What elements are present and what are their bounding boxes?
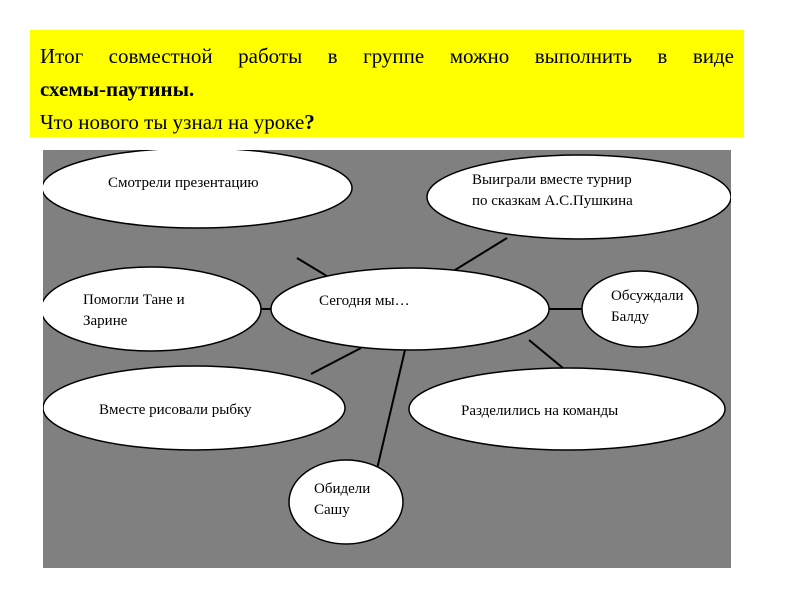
node-discussed-balda: [582, 271, 698, 347]
connector-offended-sasha: [377, 350, 405, 469]
node-split-teams: [409, 368, 725, 450]
node-offended-sasha-label: Сашу: [314, 502, 350, 518]
node-offended-sasha-label: Обидели: [314, 481, 371, 497]
node-helped-tanya-label: Помогли Тане и: [83, 292, 185, 308]
question-mark: ?: [304, 110, 315, 134]
node-offended-sasha: [289, 460, 403, 544]
node-helped-tanya-shape: [43, 267, 261, 351]
node-drew-fish-label: Вместе рисовали рыбку: [99, 402, 252, 418]
header-banner: [30, 30, 744, 137]
center-node: [271, 268, 549, 350]
node-watched-presentation-label: Смотрели презентацию: [108, 175, 259, 191]
node-discussed-balda-label: Обсуждали: [611, 288, 684, 304]
node-helped-tanya-label: Зарине: [83, 313, 128, 329]
question-text: Что нового ты узнал на уроке: [40, 110, 305, 134]
banner-line-2: схемы-паутины.: [40, 77, 195, 101]
node-watched-presentation: [43, 150, 352, 228]
banner-line-1: Итог совместной работы в группе можно выполнить в виде: [40, 44, 734, 68]
banner-line-3: [40, 106, 734, 139]
node-split-teams-label: Разделились на команды: [461, 403, 619, 419]
diagram-canvas: [43, 150, 731, 568]
node-won-tournament-label: по сказкам А.С.Пушкина: [472, 193, 633, 209]
spider-diagram: [43, 150, 731, 568]
node-won-tournament: [427, 155, 731, 239]
connector-won-tournament: [455, 238, 507, 270]
node-won-tournament-label: Выиграли вместе турнир: [472, 172, 632, 188]
node-discussed-balda-label: Балду: [611, 309, 650, 325]
node-helped-tanya: [43, 267, 261, 351]
connector-drew-fish: [311, 348, 361, 374]
center-node-shape: [271, 268, 549, 350]
center-node-label: Сегодня мы…: [319, 293, 410, 309]
node-drew-fish: [43, 366, 345, 450]
